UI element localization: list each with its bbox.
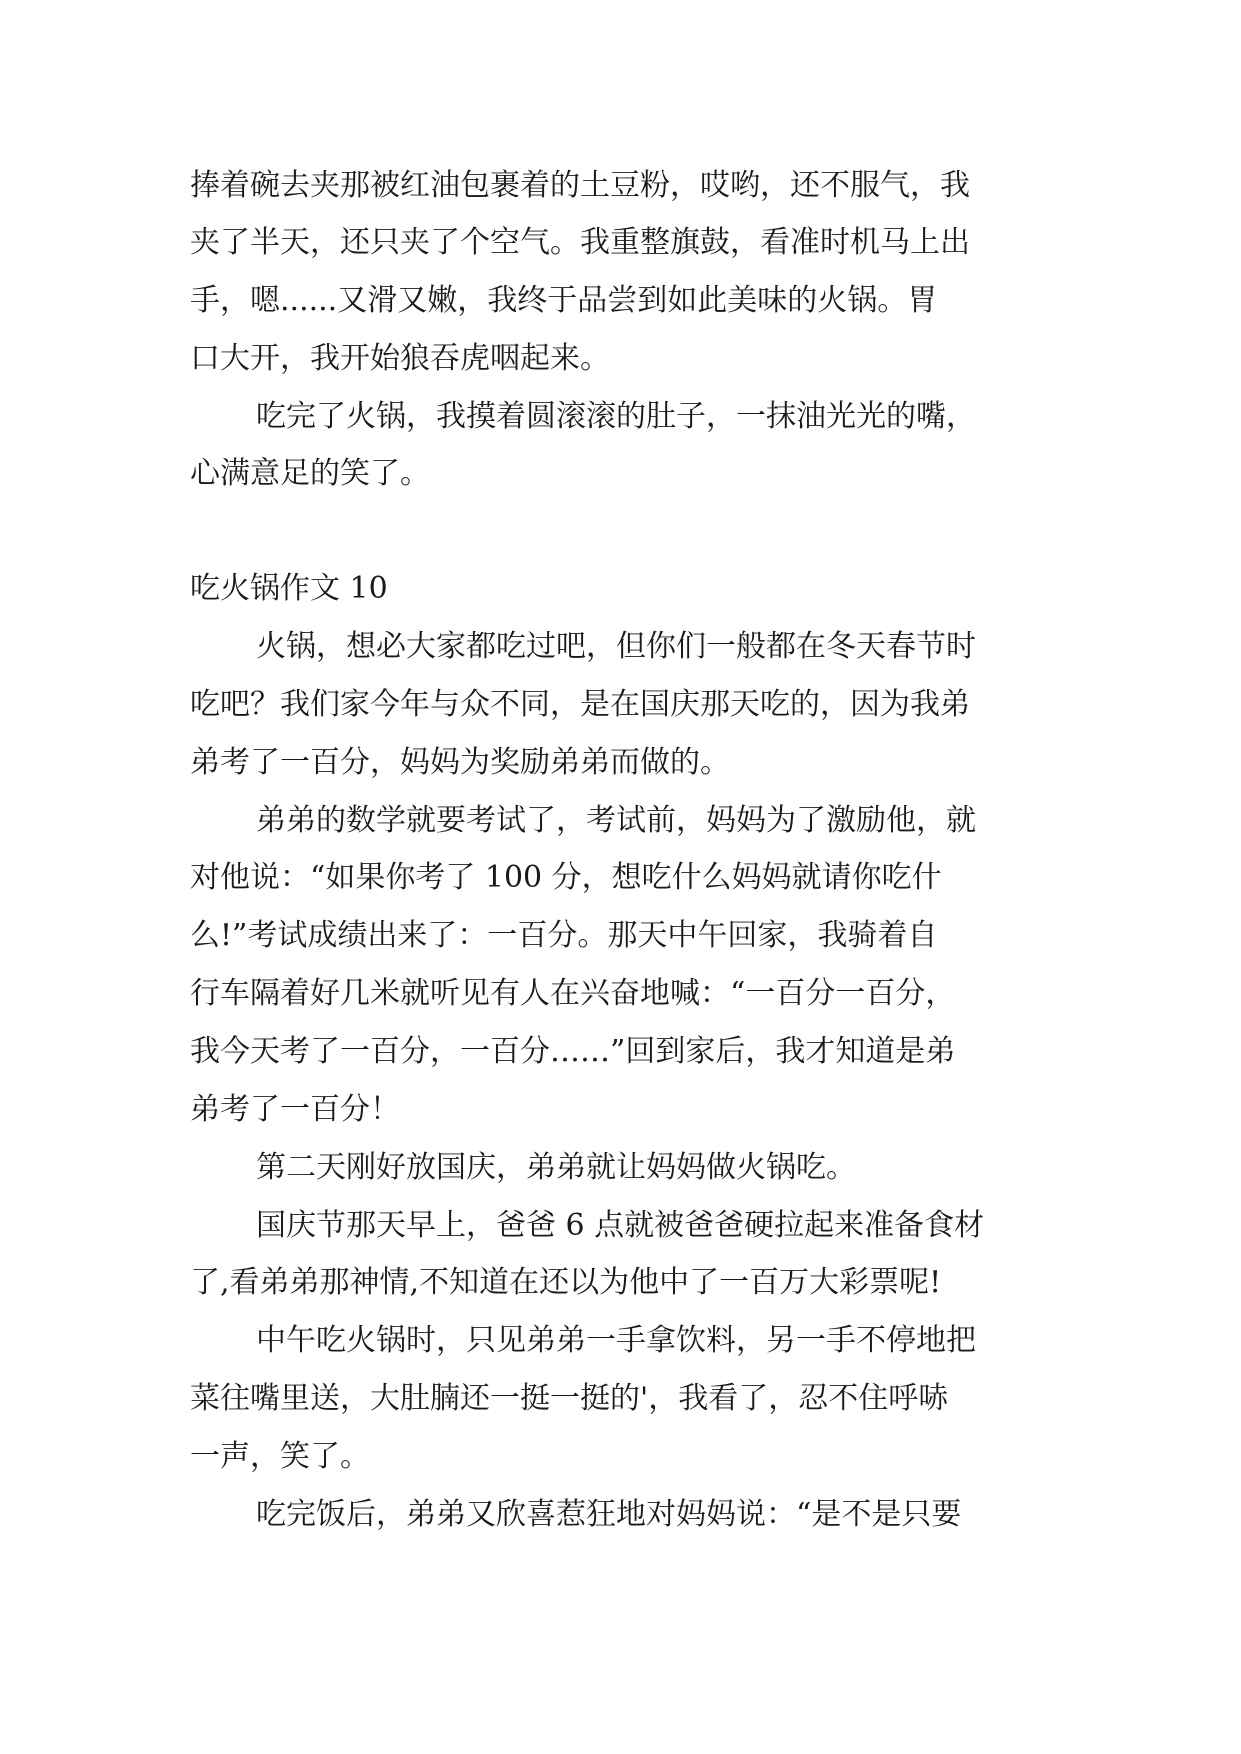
essay-p3-line-1: 第二天刚好放国庆，弟弟就让妈妈做火锅吃。 [256, 1150, 856, 1185]
essay-p2-line-1: 弟弟的数学就要考试了，考试前，妈妈为了激励他，就 [256, 803, 976, 838]
essay-p5-line-3: 一声，笑了。 [190, 1439, 370, 1474]
essay-p1-line-1: 火锅，想必大家都吃过吧，但你们一般都在冬天春节时 [256, 629, 976, 664]
essay-p1-line-2: 吃吧？我们家今年与众不同，是在国庆那天吃的，因为我弟 [190, 687, 970, 722]
prev-paragraph-1-line-3: 手，嗯......又滑又嫩，我终于品尝到如此美味的火锅。胃 [190, 283, 938, 318]
essay-p6-line-1: 吃完饭后，弟弟又欣喜惹狂地对妈妈说：“是不是只要 [256, 1497, 962, 1532]
essay-p5-line-1: 中午吃火锅时，只见弟弟一手拿饮料，另一手不停地把 [256, 1323, 976, 1358]
essay-p2-line-6: 弟考了一百分！ [190, 1092, 400, 1127]
prev-paragraph-2-line-2: 心满意足的笑了。 [190, 456, 430, 491]
prev-paragraph-1-line-1: 捧着碗去夹那被红油包裹着的土豆粉，哎哟，还不服气，我 [190, 168, 970, 203]
essay-p1-line-3: 弟考了一百分，妈妈为奖励弟弟而做的。 [190, 745, 730, 780]
essay-title: 吃火锅作文 10 [190, 571, 388, 606]
essay-p4-line-1: 国庆节那天早上，爸爸 6 点就被爸爸硬拉起来准备食材 [256, 1208, 985, 1243]
essay-p2-line-5: 我今天考了一百分，一百分……”回到家后，我才知道是弟 [190, 1034, 956, 1069]
essay-p2-line-3: 么!”考试成绩出来了：一百分。那天中午回家，我骑着自 [190, 918, 938, 953]
prev-paragraph-1-line-2: 夹了半天，还只夹了个空气。我重整旗鼓，看准时机马上出 [190, 225, 970, 260]
prev-paragraph-1-line-4: 口大开，我开始狼吞虎咽起来。 [190, 341, 610, 376]
essay-p2-line-4: 行车隔着好几米就听见有人在兴奋地喊：“一百分一百分， [190, 976, 956, 1011]
essay-p2-line-2: 对他说：“如果你考了 100 分，想吃什么妈妈就请你吃什 [190, 860, 942, 895]
essay-p4-line-2: 了,看弟弟那神情,不知道在还以为他中了一百万大彩票呢! [190, 1265, 942, 1300]
essay-p5-line-2: 菜往嘴里送，大肚腩还一挺一挺的'，我看了，忍不住呼哧 [190, 1381, 949, 1416]
prev-paragraph-2-line-1: 吃完了火锅，我摸着圆滚滚的肚子，一抹油光光的嘴， [256, 399, 976, 434]
